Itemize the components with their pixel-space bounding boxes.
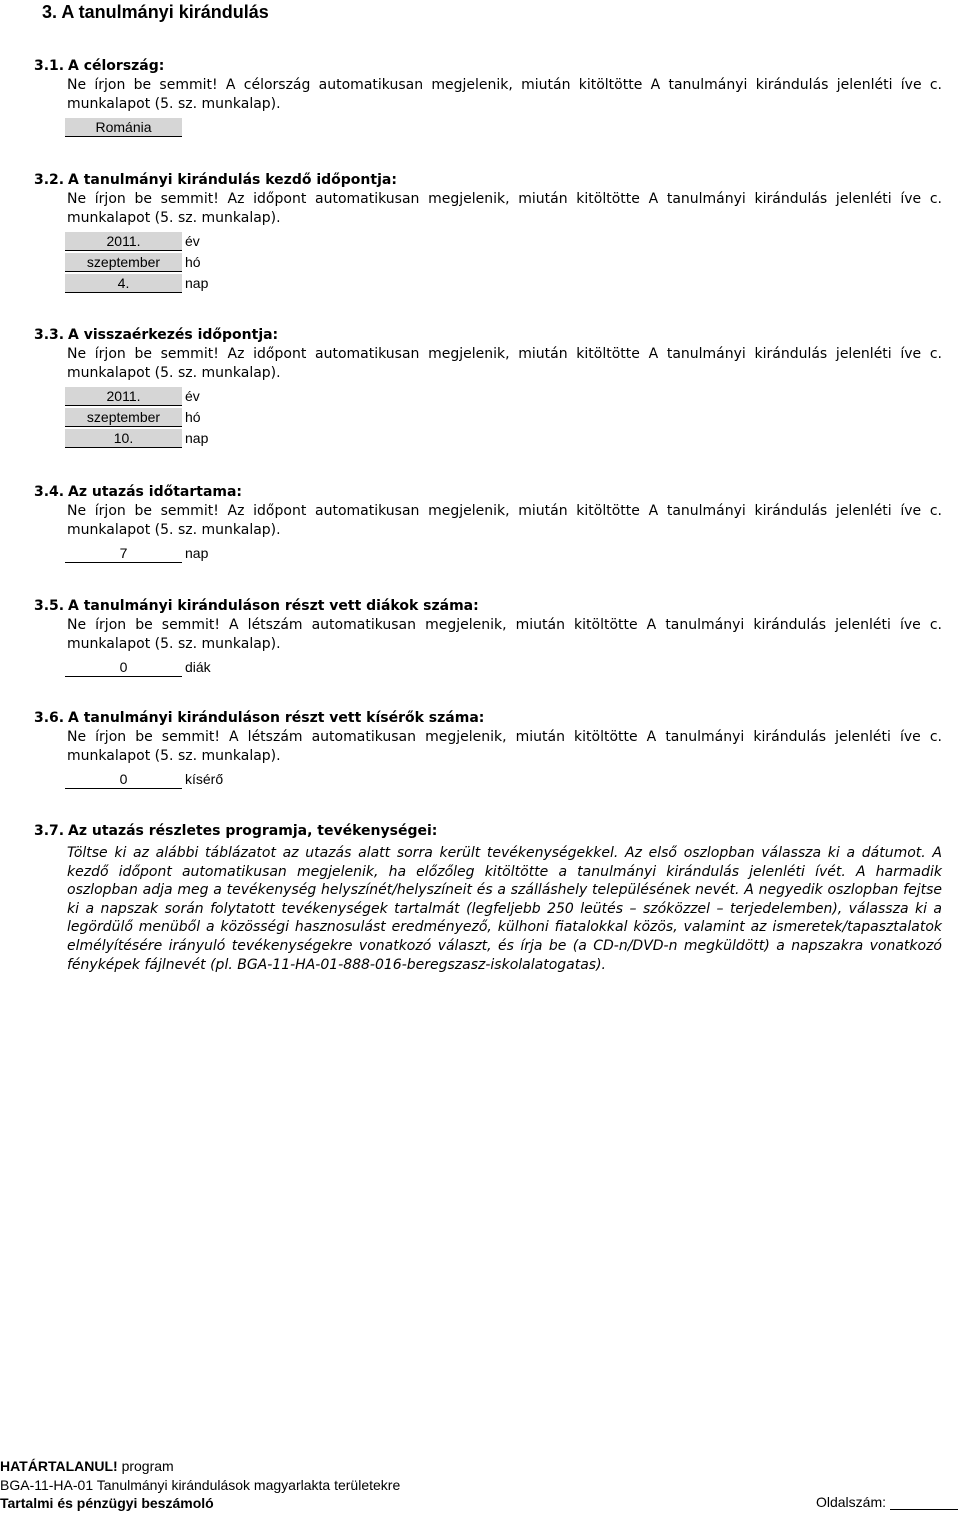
instruction-note: Ne írjon be semmit! Az időpont automatikusan megjelenik, miután kitöltötte A tanulmányi kirándulás jelenléti íve c. munkalapot (5. sz. munkalap). [67, 346, 943, 381]
warning-text: Ne írjon be semmit! [67, 503, 219, 519]
instruction-note: Ne írjon be semmit! A célország automatikusan megjelenik, miután kitöltötte A tanulmányi kirándulás jelenléti íve c. munkalapot (5. sz. munkalap). [67, 77, 943, 112]
day-unit: nap [185, 275, 209, 291]
student-count-field[interactable]: 0 [65, 658, 182, 677]
section-heading: 3.7. Az utazás részletes programja, tevékenységei: [34, 823, 438, 839]
section-heading: 3.3. A visszaérkezés időpontja: [34, 327, 279, 343]
page-footer: HATÁRTALANUL! program BGA-11-HA-01 Tanulmányi kirándulások magyarlakta területekre Tartalmi és pénzügyi beszámoló Oldalszám: [0, 1457, 960, 1513]
duration-unit: nap [185, 545, 209, 561]
student-unit: diák [185, 659, 211, 675]
footer-report-title: Tartalmi és pénzügyi beszámoló [0, 1495, 214, 1511]
instruction-note: Ne írjon be semmit! Az időpont automatikusan megjelenik, miután kitöltötte A tanulmányi kirándulás jelenléti íve c. munkalapot (5. sz. munkalap). [67, 503, 943, 538]
section-student-count [34, 597, 946, 677]
section-target-country [34, 57, 946, 137]
warning-text: Ne írjon be semmit! [67, 617, 220, 633]
instruction-note: Ne írjon be semmit! Az időpont automatikusan megjelenik, miután kitöltötte A tanulmányi kirándulás jelenléti íve c. munkalapot (5. sz. munkalap). [67, 191, 943, 226]
instruction-note: Ne írjon be semmit! A létszám automatikusan megjelenik, miután kitöltötte A tanulmányi kirándulás jelenléti íve c. munkalapot (5. sz. munkalap). [67, 729, 942, 764]
chaperone-unit: kísérő [185, 771, 224, 787]
return-month-field[interactable]: szeptember [65, 408, 182, 427]
year-unit: év [185, 233, 200, 249]
footer-program-code: BGA-11-HA-01 Tanulmányi kirándulások magyarlakta területekre [0, 1476, 401, 1493]
warning-text: Ne írjon be semmit! [67, 729, 220, 745]
section-chaperone-count [34, 709, 946, 789]
section-heading: 3.1. A célország: [34, 58, 165, 74]
month-unit: hó [185, 254, 201, 270]
page-title: 3. A tanulmányi kirándulás [42, 2, 269, 22]
month-unit: hó [185, 409, 201, 425]
warning-text: Ne írjon be semmit! [67, 346, 219, 362]
section-heading: 3.5. A tanulmányi kiránduláson részt vett diákok száma: [34, 598, 479, 614]
warning-text: Ne írjon be semmit! [67, 191, 219, 207]
start-day-field[interactable]: 4. [65, 274, 182, 293]
return-day-field[interactable]: 10. [65, 429, 182, 448]
program-instructions: Töltse ki az alábbi táblázatot az utazás alatt sorra került tevékenységekkel. Az első oszlopban válassza ki a dátumot. A kezdő időpont automatikusan megjelenik, ha előzőleg kitöltötte a tanulmányi kirándulás jelenléti ívét. A harmadik oszlopban adja meg a tevékenység helyszínét/helyszíneit és a szálláshely településének nevét. A negyedik oszlopban fejtse ki a napszak során folytatott tevékenységek tartalmát (legfeljebb 250 leütés – szóközzel – terjedelemben), válassza ki a legördülő menüből a közösségi hasznosulást eredményező, külhoni fiatalokkal közös, valamint az ismeretek/tapasztalatok elmélyítésére irányuló tevékenységekre vonatkozó választ, és írja be (a CD-n/DVD-n megküldött) a napszakra vonatkozó fényképek fájlnevét (pl. BGA-11-HA-01-888-016-beregszasz-iskolalatogatas). [67, 845, 942, 973]
return-year-field[interactable]: 2011. [65, 387, 182, 406]
country-field[interactable]: Románia [65, 118, 182, 137]
warning-text: Ne írjon be semmit! [67, 77, 218, 93]
program-name: HATÁRTALANUL! [0, 1458, 118, 1474]
section-heading: 3.6. A tanulmányi kiránduláson részt vett kísérők száma: [34, 710, 485, 726]
section-return-date [34, 326, 946, 448]
duration-field[interactable]: 7 [65, 544, 182, 563]
start-month-field[interactable]: szeptember [65, 253, 182, 272]
section-heading: 3.2. A tanulmányi kirándulás kezdő időpontja: [34, 172, 397, 188]
section-start-date [34, 171, 946, 293]
day-unit: nap [185, 430, 209, 446]
section-program [34, 822, 946, 974]
section-heading: 3.4. Az utazás időtartama: [34, 484, 243, 500]
chaperone-count-field[interactable]: 0 [65, 770, 182, 789]
page-number-blank [890, 1495, 958, 1510]
start-year-field[interactable]: 2011. [65, 232, 182, 251]
instruction-note: Ne írjon be semmit! A létszám automatikusan megjelenik, miután kitöltötte A tanulmányi kirándulás jelenléti íve c. munkalapot (5. sz. munkalap). [67, 617, 942, 652]
year-unit: év [185, 388, 200, 404]
page-number: Oldalszám: [816, 1494, 958, 1510]
section-duration [34, 483, 946, 563]
